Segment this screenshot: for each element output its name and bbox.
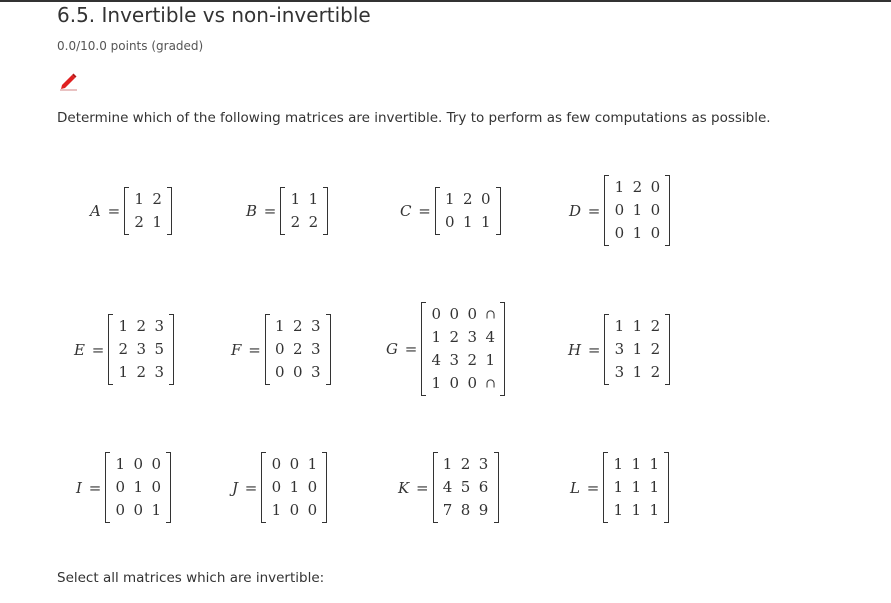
matrix-entry: 2 [118, 340, 129, 358]
matrix-entry: 1 [631, 501, 642, 519]
matrix-entry: 0 [307, 501, 318, 519]
matrix-entry: 0 [467, 305, 478, 323]
matrix-entry: 3 [614, 363, 625, 381]
matrix-entry: 0 [289, 455, 300, 473]
matrix-entry: 1 [631, 455, 642, 473]
matrix-entry: 1 [632, 340, 643, 358]
matrix-entry: 0 [289, 501, 300, 519]
matrix-d [569, 175, 670, 246]
matrix-entry: 0 [431, 305, 442, 323]
matrix-body [433, 452, 499, 523]
matrix-entry: 1 [118, 363, 129, 381]
matrix-entry: 1 [442, 455, 453, 473]
matrix-j [232, 452, 327, 523]
matrix-entry: 1 [274, 317, 285, 335]
matrix-entry: 1 [614, 178, 625, 196]
matrix-entry: 1 [649, 455, 660, 473]
matrix-label: G = [386, 340, 418, 358]
matrix-entry: 1 [613, 501, 624, 519]
matrix-entry: 1 [115, 455, 126, 473]
matrix-label: I = [76, 478, 102, 497]
matrix-label: B = [246, 202, 277, 220]
matrix-label: L = [570, 478, 600, 497]
matrix-entry: 0 [445, 213, 455, 231]
matrix-entry: 1 [631, 478, 642, 496]
matrix-entry: 1 [431, 374, 442, 392]
matrix-a [90, 187, 172, 235]
matrix-entry: 0 [467, 374, 478, 392]
matrix-f [231, 314, 331, 385]
matrix-body [604, 314, 670, 385]
matrix-entry: 2 [136, 363, 147, 381]
matrix-body [124, 187, 172, 235]
matrix-entry: 0 [650, 201, 661, 219]
matrix-entry: 0 [449, 374, 460, 392]
matrix-entry: 0 [115, 478, 126, 496]
matrix-body [603, 452, 669, 523]
matrix-entry: 1 [463, 213, 473, 231]
matrix-entry: 0 [151, 478, 162, 496]
matrix-label: D = [569, 201, 601, 220]
matrix-entry: 1 [431, 328, 442, 346]
matrix-entry: 3 [478, 455, 489, 473]
matrix-label: H = [568, 340, 601, 359]
matrix-body [280, 187, 328, 235]
matrix-entry: 0 [307, 478, 318, 496]
matrix-entry: 2 [134, 213, 144, 231]
matrix-c [400, 187, 501, 235]
matrix-entry: 0 [449, 305, 460, 323]
matrix-body [604, 175, 670, 246]
matrix-entry: 2 [650, 363, 661, 381]
matrix-entry: 3 [467, 328, 478, 346]
matrix-entry: 3 [310, 340, 321, 358]
matrix-entry: 7 [442, 501, 453, 519]
matrix-entry: 2 [290, 213, 301, 231]
matrix-entry: 1 [308, 190, 319, 208]
matrix-entry: 2 [136, 317, 147, 335]
matrix-entry: 4 [431, 351, 442, 369]
matrix-entry: 1 [649, 478, 660, 496]
points-score: 0.0/10.0 points (graded) [57, 39, 204, 53]
matrix-entry: 2 [449, 328, 460, 346]
matrix-entry: 0 [650, 224, 661, 242]
matrix-body [435, 187, 501, 235]
matrix-entry: 1 [289, 478, 300, 496]
top-rule [0, 0, 891, 2]
matrix-entry: 3 [449, 351, 460, 369]
matrix-entry: 0 [614, 224, 625, 242]
matrix-entry: 4 [442, 478, 453, 496]
matrix-body [265, 314, 331, 385]
matrix-entry: 0 [151, 455, 162, 473]
question-prompt: Determine which of the following matrices are invertible. Try to perform as few computations as possible. [57, 110, 771, 126]
matrix-body [261, 452, 327, 523]
matrix-entry: 2 [308, 213, 319, 231]
matrix-entry: 2 [292, 317, 303, 335]
matrix-body [108, 314, 174, 385]
matrix-entry: ⊂ [482, 309, 498, 320]
matrix-e [74, 314, 174, 385]
matrix-entry: 2 [463, 190, 473, 208]
matrix-label: K = [398, 478, 429, 497]
pencil-icon[interactable] [57, 70, 79, 92]
matrix-entry: 0 [481, 190, 491, 208]
matrix-k [398, 452, 499, 523]
matrix-entry: 3 [310, 317, 321, 335]
matrix-label: C = [400, 202, 431, 220]
matrix-entry: 1 [133, 478, 144, 496]
matrix-entry: 0 [133, 501, 144, 519]
matrix-entry: 2 [650, 317, 661, 335]
matrix-entry: 3 [310, 363, 321, 381]
matrix-entry: 1 [649, 501, 660, 519]
matrix-entry: 0 [274, 340, 285, 358]
matrix-entry: 5 [154, 340, 165, 358]
matrix-entry: 1 [613, 455, 624, 473]
matrix-entry: 2 [292, 340, 303, 358]
pencil-icon-glyph [60, 74, 77, 92]
matrix-label: A = [90, 202, 121, 220]
matrix-label: F = [231, 340, 261, 359]
matrix-entry: 2 [632, 178, 643, 196]
select-instruction: Select all matrices which are invertible: [57, 570, 325, 586]
matrix-l [570, 452, 669, 523]
matrix-entry: 0 [115, 501, 126, 519]
matrix-entry: 3 [154, 317, 165, 335]
matrix-i [76, 452, 171, 523]
matrix-entry: 1 [134, 190, 144, 208]
matrix-b [246, 187, 328, 235]
matrix-entry: 1 [118, 317, 129, 335]
matrix-entry: 3 [136, 340, 147, 358]
matrix-entry: 2 [467, 351, 478, 369]
matrix-entry: 1 [485, 351, 496, 369]
matrix-entry: 0 [614, 201, 625, 219]
matrix-entry: 9 [478, 501, 489, 519]
matrix-entry: 1 [481, 213, 491, 231]
matrix-entry: 1 [445, 190, 455, 208]
matrix-entry: 1 [271, 501, 282, 519]
matrix-entry: 0 [650, 178, 661, 196]
matrix-entry: 4 [485, 328, 496, 346]
matrix-label: J = [232, 478, 258, 497]
matrix-entry: 0 [271, 478, 282, 496]
matrix-entry: 0 [292, 363, 303, 381]
matrix-entry: 1 [152, 213, 162, 231]
matrix-entry: 0 [133, 455, 144, 473]
matrix-entry: 8 [460, 501, 471, 519]
matrix-g [386, 302, 505, 396]
matrix-entry: 1 [290, 190, 301, 208]
matrix-entry: 0 [271, 455, 282, 473]
matrix-entry: 1 [632, 363, 643, 381]
matrix-entry: 1 [151, 501, 162, 519]
matrix-body [105, 452, 171, 523]
matrix-entry: 6 [478, 478, 489, 496]
matrix-entry: 1 [614, 317, 625, 335]
matrix-entry: 1 [632, 317, 643, 335]
matrix-entry: 1 [307, 455, 318, 473]
matrix-entry: 5 [460, 478, 471, 496]
matrix-body [421, 302, 505, 396]
matrix-entry: 2 [152, 190, 162, 208]
problem-title: 6.5. Invertible vs non-invertible [57, 3, 371, 27]
matrix-entry: 3 [154, 363, 165, 381]
matrix-entry: 1 [632, 201, 643, 219]
matrix-entry: 2 [460, 455, 471, 473]
matrix-entry: ⊂ [482, 378, 498, 389]
matrix-entry: 0 [274, 363, 285, 381]
matrix-entry: 1 [613, 478, 624, 496]
matrix-entry: 2 [650, 340, 661, 358]
matrix-entry: 3 [614, 340, 625, 358]
matrix-h [568, 314, 670, 385]
matrix-label: E = [74, 340, 105, 359]
matrix-entry: 1 [632, 224, 643, 242]
